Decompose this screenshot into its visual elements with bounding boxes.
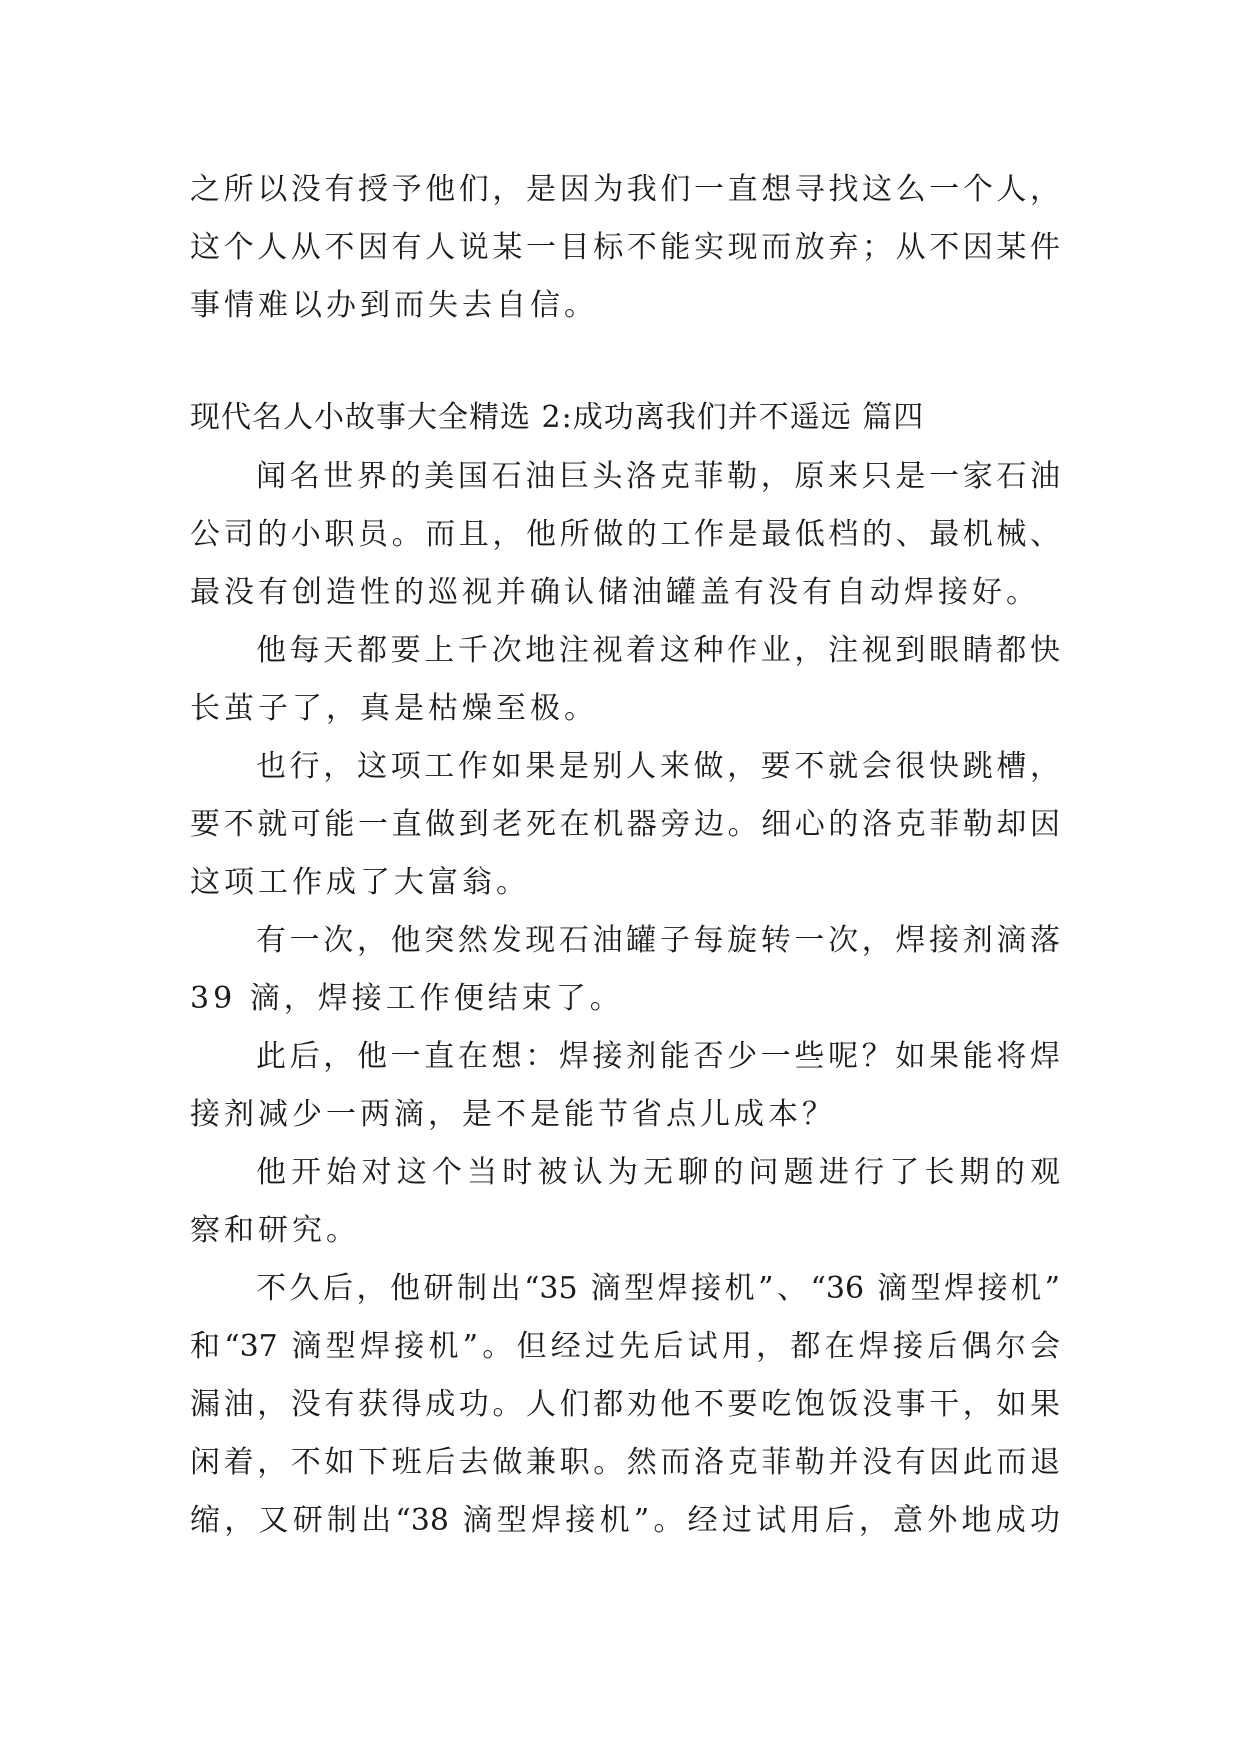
text-line: 他开始对这个当时被认为无聊的问题进行了长期的观 <box>256 1155 1060 1190</box>
text-line: 之所以没有授予他们，是因为我们一直想寻找这么一个人， <box>190 172 1060 207</box>
text-line: 缩，又研制出“38 滴型焊接机”。经过试用后，意外地成功 <box>190 1503 1060 1538</box>
text-line: 闻名世界的美国石油巨头洛克菲勒，原来只是一家石油 <box>256 459 1060 494</box>
text-line: 这项工作成了大富翁。 <box>190 865 530 900</box>
text-line: 也行，这项工作如果是别人来做，要不就会很快跳槽， <box>256 749 1060 784</box>
text-line: 漏油，没有获得成功。人们都劝他不要吃饱饭没事干，如果 <box>190 1387 1060 1422</box>
section-heading: 现代名人小故事大全精选 2:成功离我们并不遥远 篇四 <box>190 400 925 435</box>
text-line: 39 滴，焊接工作便结束了。 <box>190 981 624 1016</box>
text-line: 接剂减少一两滴，是不是能节省点儿成本？ <box>190 1097 836 1132</box>
text-line: 事情难以办到而失去自信。 <box>190 288 598 323</box>
text-line: 他每天都要上千次地注视着这种作业，注视到眼睛都快 <box>256 633 1060 668</box>
text-line: 和“37 滴型焊接机”。但经过先后试用，都在焊接后偶尔会 <box>190 1329 1060 1364</box>
text-line: 不久后，他研制出“35 滴型焊接机”、“36 滴型焊接机” <box>256 1271 1060 1306</box>
text-line: 公司的小职员。而且，他所做的工作是最低档的、最机械、 <box>190 517 1060 552</box>
text-line: 要不就可能一直做到老死在机器旁边。细心的洛克菲勒却因 <box>190 807 1060 842</box>
text-line: 长茧子了，真是枯燥至极。 <box>190 691 598 726</box>
text-line: 这个人从不因有人说某一目标不能实现而放弃；从不因某件 <box>190 230 1060 265</box>
text-line: 最没有创造性的巡视并确认储油罐盖有没有自动焊接好。 <box>190 575 1040 610</box>
text-line: 有一次，他突然发现石油罐子每旋转一次，焊接剂滴落 <box>256 923 1060 958</box>
text-line: 察和研究。 <box>190 1213 360 1248</box>
text-line: 闲着，不如下班后去做兼职。然而洛克菲勒并没有因此而退 <box>190 1445 1060 1480</box>
text-line: 此后，他一直在想：焊接剂能否少一些呢？如果能将焊 <box>256 1039 1060 1074</box>
